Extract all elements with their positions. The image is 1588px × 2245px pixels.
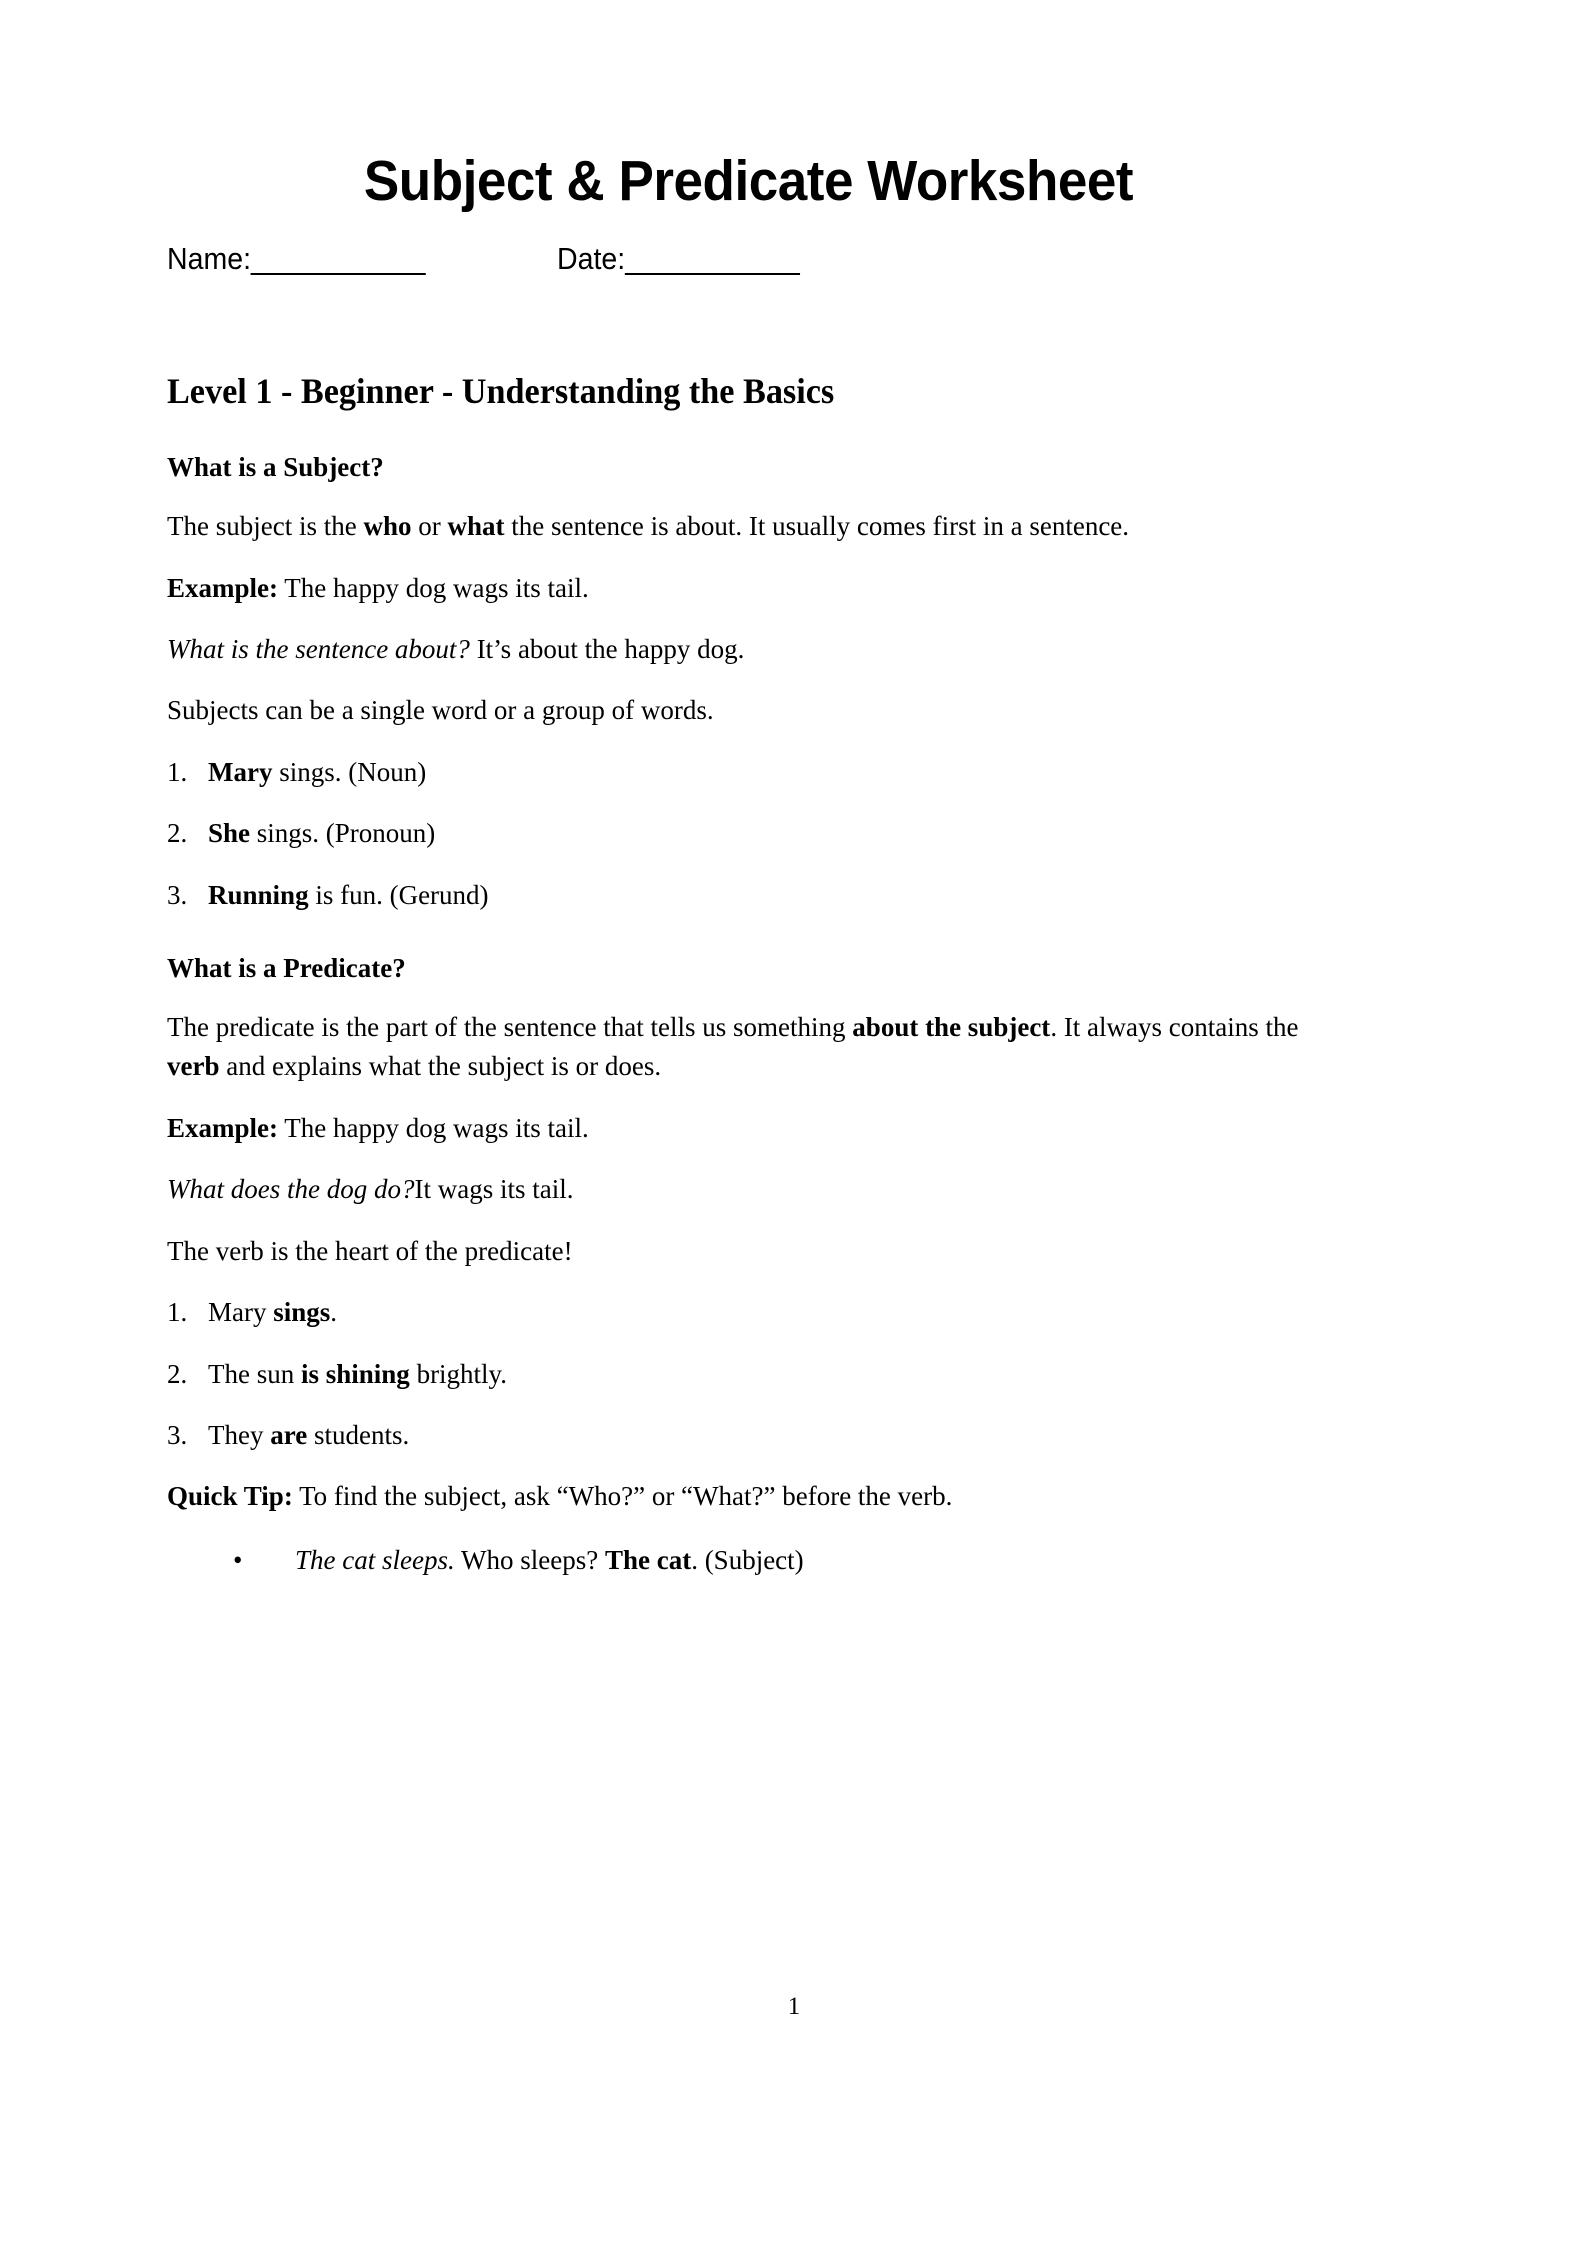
list-item — [167, 1271, 1330, 1332]
quick-tip — [167, 1455, 1330, 1516]
list-item — [167, 792, 1330, 853]
text-run: Example: — [167, 1112, 278, 1143]
subject-example — [167, 547, 1330, 608]
list-item-marker: 3. — [167, 879, 188, 910]
subject-heading: What is a Subject? — [167, 452, 384, 483]
text-run: Running — [208, 879, 309, 910]
page-title: Subject & Predicate Worksheet — [363, 149, 1134, 213]
predicate-question — [167, 1148, 1330, 1209]
name-date-row — [167, 212, 1237, 277]
date-blank[interactable]: ___________ — [625, 240, 800, 276]
text-run: is fun. (Gerund) — [308, 879, 489, 910]
list-item-text — [208, 757, 426, 787]
text-run: . (Subject) — [691, 1544, 804, 1575]
text-run: Mary — [208, 1297, 274, 1328]
text-run: are — [270, 1419, 308, 1450]
list-item-text — [208, 818, 435, 848]
text-run: and explains what the subject is or does. — [219, 1051, 662, 1082]
predicate-examples-list — [167, 1271, 1330, 1455]
text-run: verb — [167, 1051, 220, 1082]
text-run: She — [208, 818, 251, 849]
text-run: They — [208, 1419, 271, 1450]
list-item — [167, 1517, 1330, 1580]
text-run: It wags its tail. — [414, 1174, 574, 1205]
text-run: Who sleeps? — [454, 1544, 605, 1575]
text-run: about the subject — [852, 1012, 1051, 1043]
text-run: . — [330, 1297, 338, 1328]
predicate-note — [167, 1210, 1330, 1271]
text-run: the sentence is about. It usually comes first in a sentence. — [504, 511, 1130, 542]
text-run: It’s about the happy dog. — [469, 633, 745, 664]
list-item — [167, 1394, 1330, 1455]
text-run: what — [447, 511, 505, 542]
list-item — [167, 731, 1330, 792]
bullet-icon: • — [233, 1544, 243, 1575]
list-item-marker: 3. — [167, 1419, 188, 1450]
list-item-text — [295, 1545, 804, 1575]
list-item-text — [208, 1359, 507, 1389]
name-label: Name: — [167, 240, 252, 276]
page-content — [167, 0, 1330, 1580]
subject-definition — [167, 485, 1330, 546]
predicate-definition — [167, 986, 1330, 1087]
subject-question — [167, 608, 1330, 669]
text-run: Example: — [167, 572, 278, 603]
text-run: who — [363, 511, 412, 542]
text-run: sings. (Noun) — [272, 756, 427, 787]
list-item-marker: 1. — [167, 1297, 188, 1328]
text-run: Mary — [208, 756, 273, 787]
text-run: What does the dog do? — [167, 1174, 415, 1205]
text-run: The subject is the — [167, 511, 364, 542]
list-item-text — [208, 880, 489, 910]
date-label: Date: — [557, 240, 626, 276]
list-item-text — [208, 1297, 337, 1327]
name-blank[interactable]: ___________ — [251, 240, 426, 276]
list-item — [167, 854, 1330, 915]
list-item-marker: 1. — [167, 756, 188, 787]
text-run: The happy dog wags its tail. — [278, 572, 589, 603]
predicate-example — [167, 1087, 1330, 1148]
text-run: The happy dog wags its tail. — [278, 1112, 589, 1143]
text-run: brightly. — [409, 1358, 508, 1389]
predicate-heading: What is a Predicate? — [167, 952, 406, 983]
subject-note — [167, 669, 1330, 730]
text-run: The cat — [604, 1544, 692, 1575]
text-run: To find the subject, ask “Who?” or “What?” before the verb. — [292, 1481, 953, 1512]
page-number: 1 — [787, 1993, 801, 2020]
list-item — [167, 1333, 1330, 1394]
text-run: The cat sleeps. — [295, 1544, 455, 1575]
text-run: is shining — [300, 1358, 410, 1389]
subject-examples-list — [167, 731, 1330, 915]
text-run: Quick Tip: — [167, 1481, 293, 1512]
text-run: The sun — [208, 1358, 301, 1389]
text-run: Subjects can be a single word or a group of words. — [167, 695, 714, 726]
text-run: students. — [307, 1419, 410, 1450]
text-run: The predicate is the part of the sentence that tells us something — [167, 1012, 853, 1043]
list-item-marker: 2. — [167, 818, 188, 849]
text-run: The verb is the heart of the predicate! — [167, 1235, 573, 1266]
text-run: sings. (Pronoun) — [250, 818, 436, 849]
text-run: or — [411, 511, 448, 542]
text-run: sings — [273, 1297, 331, 1328]
level-heading: Level 1 - Beginner - Understanding the Basics — [167, 371, 835, 412]
quick-tip-bullets — [167, 1517, 1330, 1580]
list-item-text — [208, 1420, 409, 1450]
text-run: What is the sentence about? — [167, 633, 470, 664]
list-item-marker: 2. — [167, 1358, 188, 1389]
text-run: . It always contains the — [1050, 1012, 1299, 1043]
